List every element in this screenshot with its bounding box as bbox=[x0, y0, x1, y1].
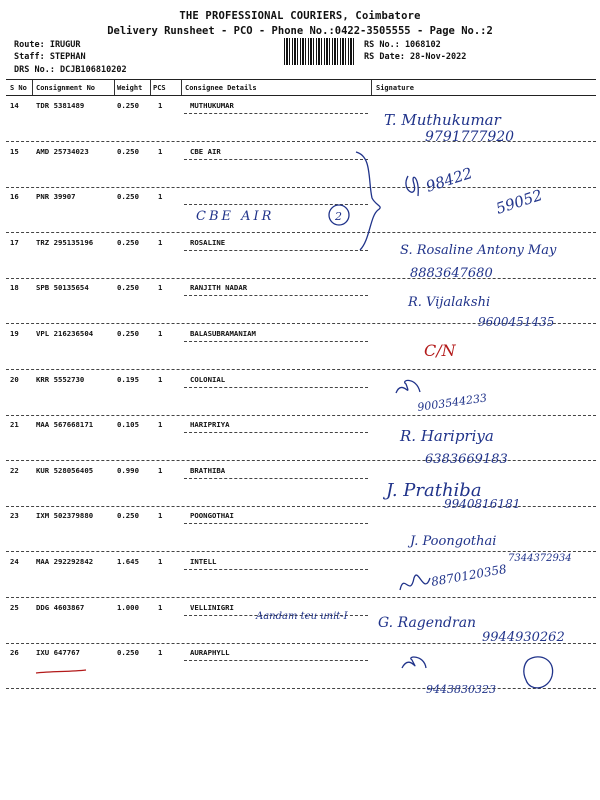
cell-consignee: RANJITH NADAR bbox=[190, 283, 248, 293]
cell-consignment: IXU 647767 bbox=[36, 648, 80, 658]
cell-pcs: 1 bbox=[158, 648, 163, 658]
cell-consignment: SPB 50135654 bbox=[36, 283, 89, 293]
signature-16-a: 98422 bbox=[423, 163, 475, 196]
red-underline-mark bbox=[36, 670, 86, 673]
col-header-weight: Weight bbox=[117, 84, 143, 92]
barcode bbox=[284, 38, 356, 65]
consignee-dash-rule bbox=[184, 478, 368, 479]
cell-weight: 0.250 bbox=[117, 146, 139, 156]
col-header-consignee: Consignee Details bbox=[185, 84, 257, 92]
consignee-dash-rule bbox=[184, 159, 368, 160]
row-separator bbox=[6, 688, 596, 689]
col-header-pcs: PCS bbox=[153, 84, 166, 92]
cell-pcs: 1 bbox=[158, 602, 163, 612]
signature-17-name: S. Rosaline Antony May bbox=[400, 243, 557, 258]
rs-number: RS No.: 1068102 bbox=[364, 40, 441, 50]
circle-mark bbox=[329, 205, 349, 225]
row-separator bbox=[6, 187, 596, 188]
cell-sno: 23 bbox=[10, 511, 19, 521]
cell-weight: 0.250 bbox=[117, 329, 139, 338]
cell-pcs: 1 bbox=[158, 146, 163, 156]
cell-consignee: ROSALINE bbox=[190, 237, 226, 247]
cell-consignee: INTELL bbox=[190, 557, 217, 566]
row-separator bbox=[6, 506, 596, 507]
cell-consignment: VPL 216236504 bbox=[36, 329, 94, 338]
consignee-dash-rule bbox=[184, 250, 368, 251]
signature-17-phone: 8883647680 bbox=[410, 266, 493, 281]
cell-sno: 14 bbox=[10, 101, 19, 110]
cell-consignee: AURAPHYLL bbox=[190, 648, 230, 658]
row-separator bbox=[6, 460, 596, 461]
document-title: THE PROFESSIONAL COURIERS, Coimbatore bbox=[179, 10, 421, 22]
cell-pcs: 1 bbox=[158, 557, 163, 566]
cell-sno: 17 bbox=[10, 237, 19, 247]
cell-weight: 0.250 bbox=[117, 192, 139, 202]
cell-pcs: 1 bbox=[158, 374, 163, 384]
cell-consignment: AMD 25734023 bbox=[36, 146, 89, 156]
table-header-rule bbox=[6, 95, 596, 96]
signature-24-phone: 8870120358 bbox=[430, 561, 508, 589]
cell-consignment: MAA 567668171 bbox=[36, 420, 94, 430]
cell-pcs: 1 bbox=[158, 237, 163, 247]
cell-weight: 0.250 bbox=[117, 648, 139, 658]
signature-18-phone: 9600451435 bbox=[478, 315, 555, 329]
cell-sno: 16 bbox=[10, 192, 19, 202]
signature-26-blot bbox=[524, 657, 553, 688]
signature-22-phone: 9940816181 bbox=[444, 497, 521, 511]
table-top-rule bbox=[6, 79, 596, 80]
row-separator bbox=[6, 415, 596, 416]
signature-21-name: R. Haripriya bbox=[400, 427, 494, 445]
cell-weight: 0.195 bbox=[117, 374, 139, 384]
row-separator bbox=[6, 278, 596, 279]
cell-consignee: MUTHUKUMAR bbox=[190, 101, 234, 110]
signature-25-name: G. Ragendran bbox=[378, 615, 477, 631]
cbe-air-circle-number: 2 bbox=[335, 210, 342, 223]
row-separator bbox=[6, 323, 596, 324]
signature-23-phone: 7344372934 bbox=[508, 553, 572, 564]
cell-consignment: IXM 502379880 bbox=[36, 511, 94, 521]
cell-sno: 25 bbox=[10, 602, 19, 612]
signature-19-cn: C/N bbox=[424, 341, 456, 360]
cell-pcs: 1 bbox=[158, 329, 163, 338]
note-25: Aandam teu unit-I bbox=[256, 611, 348, 622]
signature-24-scribble bbox=[400, 575, 430, 590]
cell-consignee: HARIPRIYA bbox=[190, 420, 230, 430]
consignee-dash-rule bbox=[184, 341, 368, 342]
staff-label: Staff: STEPHAN bbox=[14, 52, 86, 62]
cell-weight: 1.000 bbox=[117, 602, 139, 612]
signature-14-phone: 9791777920 bbox=[425, 129, 515, 145]
cell-consignment: TRZ 295135196 bbox=[36, 237, 94, 247]
col-header-sno: S No bbox=[10, 84, 27, 92]
cell-consignment: KUR 528056405 bbox=[36, 465, 94, 475]
cell-pcs: 1 bbox=[158, 101, 163, 110]
cell-weight: 0.250 bbox=[117, 237, 139, 247]
cell-consignment: MAA 292292842 bbox=[36, 557, 94, 566]
cell-weight: 0.990 bbox=[117, 465, 139, 475]
cell-pcs: 1 bbox=[158, 465, 163, 475]
cell-sno: 20 bbox=[10, 374, 19, 384]
consignee-dash-rule bbox=[184, 569, 368, 570]
drs-number: DRS No.: DCJB106810202 bbox=[14, 65, 127, 75]
col-header-signature: Signature bbox=[376, 84, 414, 92]
cell-pcs: 1 bbox=[158, 283, 163, 293]
cell-pcs: 1 bbox=[158, 192, 163, 202]
consignee-dash-rule bbox=[184, 432, 368, 433]
row-separator bbox=[6, 551, 596, 552]
cell-consignee: BALASUBRAMANIAM bbox=[190, 329, 256, 338]
signature-23-name: J. Poongothai bbox=[410, 534, 497, 549]
row-separator bbox=[6, 643, 596, 644]
cell-weight: 0.250 bbox=[117, 283, 139, 293]
cell-sno: 26 bbox=[10, 648, 19, 658]
cell-weight: 0.250 bbox=[117, 101, 139, 110]
cell-consignee: CBE AIR bbox=[190, 146, 221, 156]
consignee-dash-rule bbox=[184, 204, 368, 205]
consignee-dash-rule bbox=[184, 615, 368, 616]
cell-sno: 24 bbox=[10, 557, 19, 566]
signature-22-name: J. Prathiba bbox=[386, 480, 482, 501]
col-header-consignment: Consignment No bbox=[36, 84, 96, 92]
cell-sno: 15 bbox=[10, 146, 19, 156]
cell-consignment: DDG 4603867 bbox=[36, 602, 85, 612]
cell-sno: 18 bbox=[10, 283, 19, 293]
cell-consignment: PNR 39907 bbox=[36, 192, 76, 202]
consignee-dash-rule bbox=[184, 660, 368, 661]
cell-sno: 21 bbox=[10, 420, 19, 430]
signature-20-phone: 9003544233 bbox=[416, 391, 488, 414]
cell-consignee: BRATHIBA bbox=[190, 465, 226, 475]
rs-date: RS Date: 28-Nov-2022 bbox=[364, 52, 467, 62]
signature-21-phone: 6383669183 bbox=[425, 452, 508, 467]
document-subtitle: Delivery Runsheet - PCO - Phone No.:0422-3505555 - Page No.:2 bbox=[107, 25, 493, 37]
cell-weight: 0.250 bbox=[117, 511, 139, 521]
signature-18-name: R. Vijalakshi bbox=[408, 295, 491, 310]
cell-pcs: 1 bbox=[158, 511, 163, 521]
cell-consignee: VELLINIGRI bbox=[190, 602, 234, 612]
row-separator bbox=[6, 369, 596, 370]
consignee-dash-rule bbox=[184, 295, 368, 296]
route-label: Route: IRUGUR bbox=[14, 40, 81, 50]
cell-consignee: POONGOTHAI bbox=[190, 511, 234, 521]
cell-consignment: TDR 5381489 bbox=[36, 101, 85, 110]
cell-consignment: KRR 5552730 bbox=[36, 374, 85, 384]
signature-26-scribble bbox=[402, 657, 426, 668]
consignee-dash-rule bbox=[184, 113, 368, 114]
cell-weight: 0.105 bbox=[117, 420, 139, 430]
cell-sno: 19 bbox=[10, 329, 19, 338]
row-separator bbox=[6, 141, 596, 142]
row-separator bbox=[6, 232, 596, 233]
cbe-air-note: CBE AIR bbox=[196, 209, 275, 224]
signature-25-phone: 9944930262 bbox=[482, 630, 565, 645]
signature-20-scribble bbox=[396, 380, 420, 393]
cell-consignee: COLONIAL bbox=[190, 374, 226, 384]
signature-14-name: T. Muthukumar bbox=[384, 111, 501, 129]
cell-sno: 22 bbox=[10, 465, 19, 475]
brace-mark bbox=[356, 152, 380, 250]
cell-pcs: 1 bbox=[158, 420, 163, 430]
row-separator bbox=[6, 597, 596, 598]
consignee-dash-rule bbox=[184, 387, 368, 388]
consignee-dash-rule bbox=[184, 523, 368, 524]
signature-16-b: 59052 bbox=[493, 185, 545, 218]
cell-weight: 1.645 bbox=[117, 557, 139, 566]
signature-26-phone: 9443830323 bbox=[426, 683, 496, 696]
